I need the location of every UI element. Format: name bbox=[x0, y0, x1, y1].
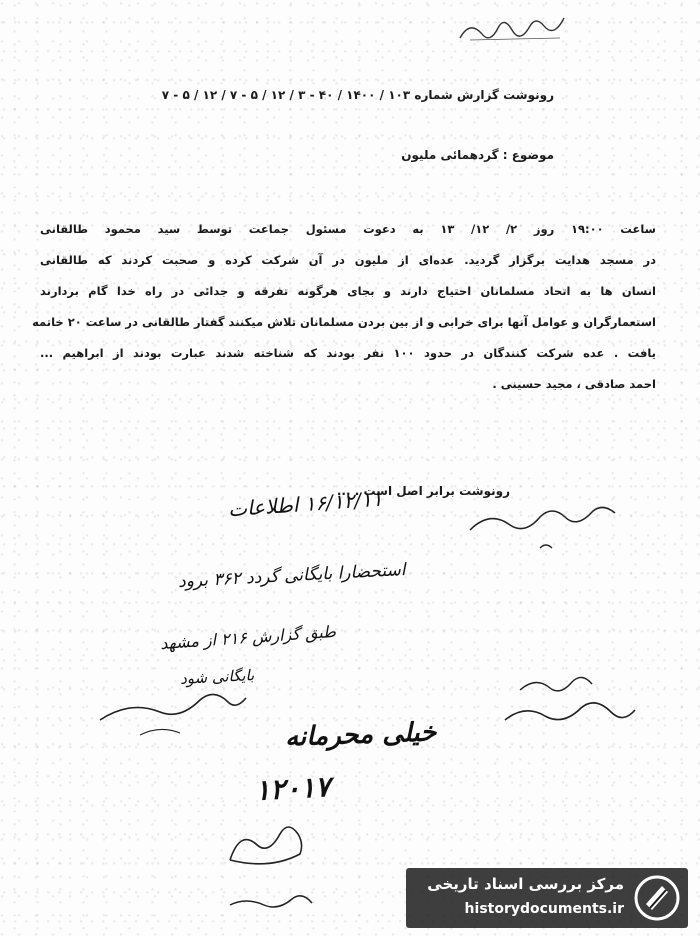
handwritten-note: استحضارا بایگانی گردد ۳۶۲ برود bbox=[177, 560, 406, 592]
handwritten-number: ۱۲۰۱۷ bbox=[254, 770, 332, 807]
body-line: استعمارگران و عوامل آنها برای خرابی و از بین بردن مسلمانان تلاش میکنند گفتار طالقانی در ساعت ۲۰ خاتمه bbox=[32, 315, 656, 329]
body-line: در مسجد هدایت برگزار گردید. عده‌ای از ملیون در آن شرکت کرده و صحبت کردند که طالقانی bbox=[40, 253, 656, 267]
handwritten-classification: خیلی محرمانه bbox=[284, 717, 437, 753]
body-line: احمد صادقی ، مجید حسینی . bbox=[492, 377, 656, 391]
handwritten-note: ۱۶/۱۲/۱۱ اطلاعات bbox=[227, 486, 384, 522]
body-line: یافت . عده شرکت کنندگان در حدود ۱۰۰ نفر بودند که شناخته شدند عبارت بودند از ابراهیم ... bbox=[40, 346, 656, 360]
body-line: ساعت ۱۹:۰۰ روز ۲/ ۱۲/ ۱۳ به دعوت مسئول جماعت توسط سید محمود طالقانی bbox=[40, 222, 656, 236]
copy-certification-line: رونوشت برابر اصل است . ... bbox=[336, 484, 510, 498]
archive-logo-icon bbox=[632, 874, 682, 922]
archive-watermark bbox=[406, 868, 688, 928]
reference-line: رونوشت گزارش شماره ۱۰۳ / ۱۴۰۰ / ۴۰ - ۳ / ۱۲ / ۵ - ۷ / ۱۲ / ۵ - ۷ bbox=[161, 88, 554, 102]
handwritten-note: طبق گزارش ۲۱۶ از مشهد bbox=[159, 621, 337, 654]
body-line: انسان ها به اتحاد مسلمانان احتیاج دارند و بجای هرگونه تفرقه و جدائی در راه خدا گام بردارند bbox=[40, 284, 656, 298]
watermark-url: historydocuments.ir bbox=[464, 901, 624, 917]
subject-line: موضوع : گردهمائی ملیون bbox=[401, 148, 554, 162]
handwritten-note: بایگانی شود bbox=[179, 666, 255, 688]
watermark-title: مرکز بررسی اسناد تاریخی bbox=[427, 875, 624, 893]
